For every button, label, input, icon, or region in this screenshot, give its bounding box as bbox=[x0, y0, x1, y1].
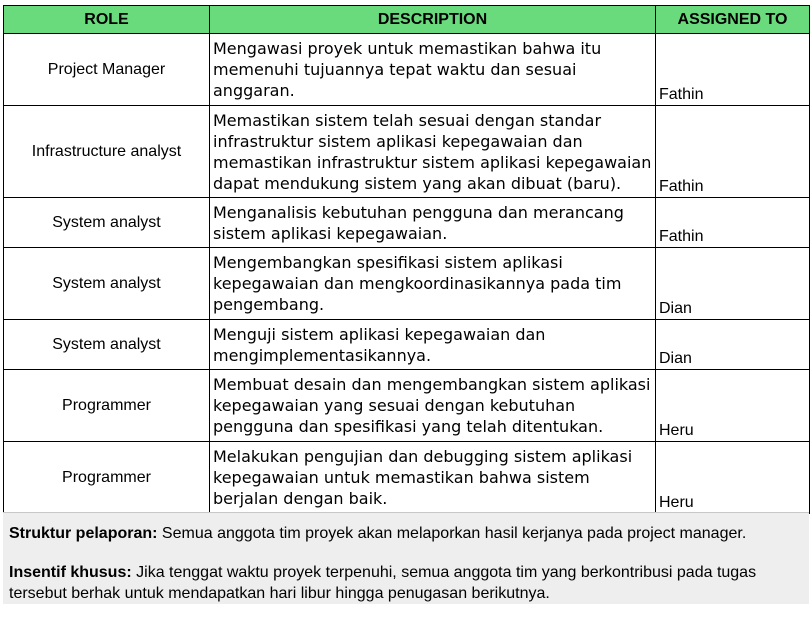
description-cell: Mengembangkan spesifikasi sistem aplikasi kepegawaian dan mengkoordinasikannya pada tim pengembang. bbox=[210, 248, 656, 320]
header-description: DESCRIPTION bbox=[210, 6, 656, 34]
table-row bbox=[4, 34, 810, 106]
table-row bbox=[4, 442, 810, 514]
description-cell: Menguji sistem aplikasi kepegawaian dan mengimplementasikannya. bbox=[210, 320, 656, 370]
role-cell: Programmer bbox=[4, 442, 210, 514]
assigned-cell: Dian bbox=[656, 248, 810, 320]
table-row bbox=[4, 198, 810, 248]
assigned-cell: Heru bbox=[656, 442, 810, 514]
roles-table bbox=[3, 5, 810, 514]
role-cell: Project Manager bbox=[4, 34, 210, 106]
reporting-structure-note bbox=[3, 513, 809, 544]
table-row bbox=[4, 320, 810, 370]
reporting-structure-label: Struktur pelaporan: bbox=[9, 525, 158, 542]
special-incentive-text: Jika tenggat waktu proyek terpenuhi, semua anggota tim yang berkontribusi pada tugas tersebut berhak untuk mendapatkan hari libur hingga penugasan berikutnya. bbox=[9, 564, 757, 602]
role-cell: System analyst bbox=[4, 320, 210, 370]
assigned-cell: Dian bbox=[656, 320, 810, 370]
notes-section bbox=[3, 512, 809, 604]
description-cell: Menganalisis kebutuhan pengguna dan merancang sistem aplikasi kepegawaian. bbox=[210, 198, 656, 248]
table-row bbox=[4, 106, 810, 198]
description-cell: Memastikan sistem telah sesuai dengan standar infrastruktur sistem aplikasi kepegawaian dan memastikan infrastruktur sistem aplikasi kepegawaian dapat mendukung sistem yang akan dibuat (baru). bbox=[210, 106, 656, 198]
assigned-cell: Fathin bbox=[656, 106, 810, 198]
table-row bbox=[4, 370, 810, 442]
reporting-structure-text: Semua anggota tim proyek akan melaporkan hasil kerjanya pada project manager. bbox=[161, 525, 747, 542]
header-role: ROLE bbox=[4, 6, 210, 34]
description-cell: Mengawasi proyek untuk memastikan bahwa itu memenuhi tujuannya tepat waktu dan sesuai anggaran. bbox=[210, 34, 656, 106]
assigned-cell: Heru bbox=[656, 370, 810, 442]
table-header-row bbox=[4, 6, 810, 34]
assigned-cell: Fathin bbox=[656, 34, 810, 106]
description-cell: Melakukan pengujian dan debugging sistem aplikasi kepegawaian untuk memastikan bahwa sistem berjalan dengan baik. bbox=[210, 442, 656, 514]
role-cell: System analyst bbox=[4, 248, 210, 320]
description-cell: Membuat desain dan mengembangkan sistem aplikasi kepegawaian yang sesuai dengan kebutuhan pengguna dan spesifikasi yang telah ditentukan. bbox=[210, 370, 656, 442]
table-row bbox=[4, 248, 810, 320]
role-cell: System analyst bbox=[4, 198, 210, 248]
role-cell: Infrastructure analyst bbox=[4, 106, 210, 198]
special-incentive-label: Insentif khusus: bbox=[9, 564, 132, 581]
header-assigned-to: ASSIGNED TO bbox=[656, 6, 810, 34]
role-cell: Programmer bbox=[4, 370, 210, 442]
assigned-cell: Fathin bbox=[656, 198, 810, 248]
special-incentive-note bbox=[3, 544, 809, 604]
